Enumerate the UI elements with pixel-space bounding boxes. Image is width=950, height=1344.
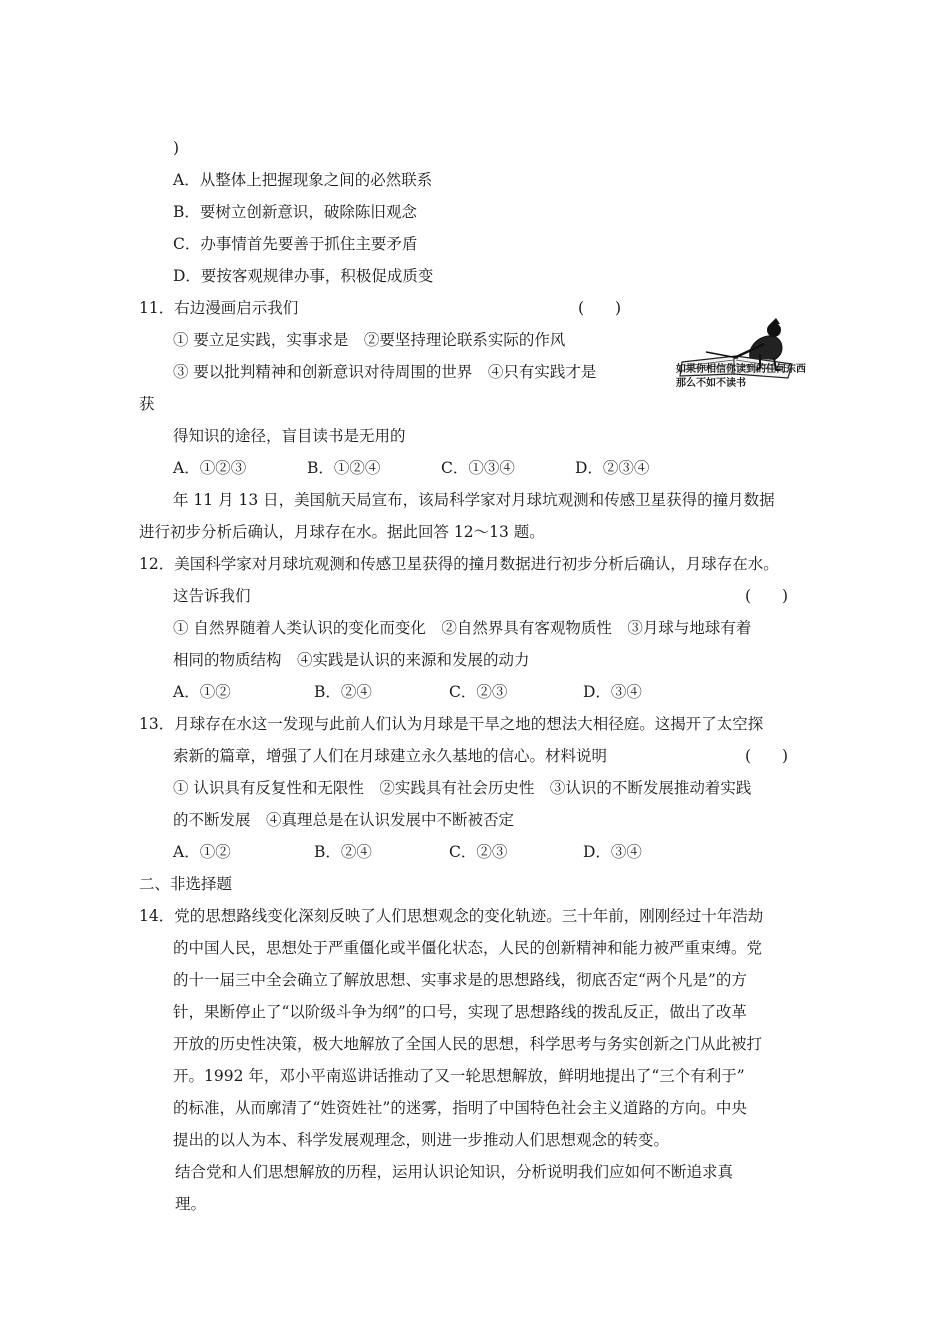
cartoon-caption-line-1: 如果你相信你读到的任何东西 [676, 364, 806, 375]
q11-statement-2: ③ 要以批判精神和创新意识对待周围的世界 ④只有实践才是 [173, 363, 597, 381]
q11-option-d: D．②③④ [575, 459, 650, 477]
q12-stem-line-1: 12．美国科学家对月球坑观测和传感卫星获得的撞月数据进行初步分析后确认，月球存在水。 [139, 555, 779, 573]
q11-statement-2-wrap: 获 [139, 395, 155, 413]
q12-option-a: A．①② [173, 683, 231, 701]
q11-statement-3: 得知识的途径，盲目读书是无用的 [173, 427, 406, 445]
q10-close-paren: ) [173, 139, 180, 157]
q12-answer-paren: ( ) [745, 587, 789, 605]
q14-task-line-2: 理。 [175, 1195, 207, 1213]
q12-stem-line-2: 这告诉我们 [173, 587, 251, 605]
q12-statement-1: ① 自然界随着人类认识的变化而变化 ②自然界具有客观物质性 ③月球与地球有着 [173, 619, 752, 637]
q14-task-line-1: 结合党和人们思想解放的历程，运用认识论知识，分析说明我们应如何不断追求真 [175, 1163, 734, 1181]
q14-passage-line-3: 的十一届三中全会确立了解放思想、实事求是的思想路线，彻底否定“两个凡是”的方 [173, 971, 747, 989]
q12-option-d: D．③④ [583, 683, 642, 701]
q13-stem-line-2: 索新的篇章，增强了人们在月球建立永久基地的信心。材料说明 [173, 747, 608, 765]
q11-answer-paren: ( ) [578, 299, 622, 317]
q12-statement-2: 相同的物质结构 ④实践是认识的来源和发展的动力 [173, 651, 530, 669]
cartoon-caption-line-2: 那么不如不读书 [676, 378, 746, 389]
q10-option-a: A．从整体上把握现象之间的必然联系 [173, 171, 433, 189]
q13-stem-line-1: 13．月球存在水这一发现与此前人们认为月球是干旱之地的想法大相径庭。这揭开了太空探 [139, 715, 764, 733]
section-title-non-choice: 二、非选择题 [139, 875, 233, 893]
q11-option-c: C．①③④ [441, 459, 515, 477]
q14-passage-line-1: 14．党的思想路线变化深刻反映了人们思想观念的变化轨迹。三十年前，刚刚经过十年浩劫 [139, 907, 764, 925]
q10-option-c: C．办事情首先要善于抓住主要矛盾 [173, 235, 418, 253]
q14-passage-line-7: 的标准，从而廓清了“姓资姓社”的迷雾，指明了中国特色社会主义道路的方向。中央 [173, 1099, 747, 1117]
q11-option-a: A．①②③ [173, 459, 247, 477]
q13-option-a: A．①② [173, 843, 231, 861]
q13-option-b: B．②④ [314, 843, 372, 861]
q13-statement-1: ① 认识具有反复性和无限性 ②实践具有社会历史性 ③认识的不断发展推动着实践 [173, 779, 752, 797]
q12-option-c: C．②③ [449, 683, 508, 701]
q12-option-b: B．②④ [314, 683, 372, 701]
q14-passage-line-6: 开。1992 年，邓小平南巡讲话推动了又一轮思想解放，鲜明地提出了“三个有利于” [173, 1067, 745, 1085]
q11-stem: 11．右边漫画启示我们 [139, 299, 299, 317]
q13-statement-2: 的不断发展 ④真理总是在认识发展中不断被否定 [173, 811, 515, 829]
q13-answer-paren: ( ) [745, 747, 789, 765]
q14-passage-line-2: 的中国人民，思想处于严重僵化或半僵化状态，人民的创新精神和能力被严重束缚。党 [173, 939, 763, 957]
q14-passage-line-5: 开放的历史性决策，极大地解放了全国人民的思想，科学思考与务实创新之门从此被打 [173, 1035, 763, 1053]
q11-statement-1: ① 要立足实践，实事求是 ②要坚持理论联系实际的作风 [173, 331, 566, 349]
passage-intro-line-2: 进行初步分析后确认，月球存在水。据此回答 12～13 题。 [139, 523, 545, 541]
q14-passage-line-4: 针，果断停止了“以阶级斗争为纲”的口号，实现了思想路线的拨乱反正，做出了改革 [173, 1003, 747, 1021]
q14-passage-line-8: 提出的以人为本、科学发展观理念，则进一步推动人们思想观念的转变。 [173, 1131, 670, 1149]
q13-option-c: C．②③ [449, 843, 508, 861]
q13-option-d: D．③④ [583, 843, 642, 861]
q10-option-d: D．要按客观规律办事，积极促成质变 [173, 267, 434, 285]
passage-intro-line-1: 年 11 月 13 日，美国航天局宣布，该局科学家对月球坑观测和传感卫星获得的撞月数据 [173, 491, 775, 509]
q10-option-b: B．要树立创新意识，破除陈旧观念 [173, 203, 417, 221]
q11-option-b: B．①②④ [307, 459, 381, 477]
